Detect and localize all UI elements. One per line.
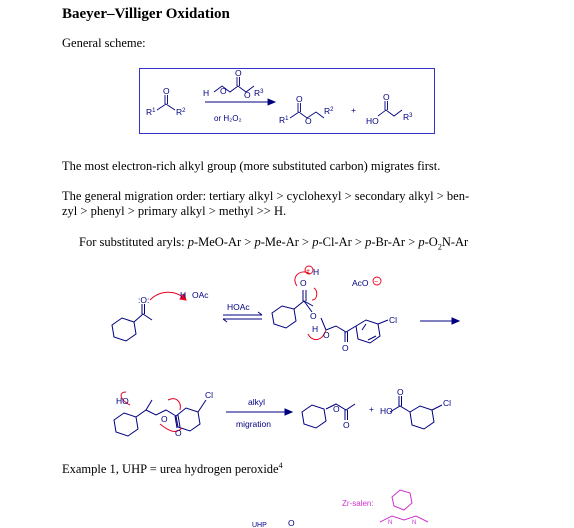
cyclohexane-ring-4: [302, 405, 326, 428]
svg-text:+: +: [306, 268, 311, 275]
svg-text:O: O: [220, 86, 227, 96]
zr-salen-structure: [380, 490, 428, 522]
svg-text:OAc: OAc: [192, 290, 209, 300]
aryl-order: For substituted aryls: $p-MeO-Ar > p-Me-Ar > p-Cl-Ar > p-Br-Ar > p-O_2N-Ar$: [79, 235, 469, 252]
alkyl-label: alkyl: [248, 397, 266, 407]
svg-text:N: N: [412, 520, 417, 526]
svg-text:O: O: [310, 311, 317, 321]
general-scheme-label: General scheme:: [62, 36, 146, 50]
zr-salen-label: Zr-salen:: [342, 499, 374, 508]
svg-text:O: O: [397, 387, 404, 397]
svg-text:O: O: [175, 428, 182, 438]
svg-text:HO: HO: [380, 406, 393, 416]
svg-text:O: O: [333, 404, 340, 414]
plus-sign: +: [351, 105, 356, 115]
svg-text:R1: $R^1$: [146, 107, 156, 117]
svg-text:O: O: [323, 330, 330, 340]
svg-text:O: O: [235, 68, 242, 78]
svg-text:O: O: [305, 116, 312, 126]
hoac-label: HOAc: [227, 302, 250, 312]
migration-note: The most electron-rich alkyl group (more substituted carbon) migrates first.: [62, 159, 441, 173]
svg-text:HO: HO: [366, 116, 379, 126]
example-1-text: Example 1, UHP = urea hydrogen peroxide$^4$: [62, 461, 283, 477]
svg-text:+: +: [369, 404, 374, 414]
svg-text:H: H: [203, 88, 210, 98]
svg-text:O: O: [383, 92, 390, 102]
svg-text:H: H: [312, 324, 319, 334]
electron-flow-arrows: [121, 272, 326, 432]
cyclohexane-ring-2: [272, 306, 296, 328]
page-title: Baeyer–Villiger Oxidation: [62, 6, 230, 22]
migration-order-line2: zyl > phenyl > primary alkyl > methyl >> H.: [62, 204, 287, 218]
svg-text:−: −: [374, 279, 379, 286]
svg-text:Cl: Cl: [205, 390, 214, 400]
svg-text:R3: $R^3$: [254, 88, 264, 98]
cyclohexane-ring-1: [112, 318, 136, 341]
svg-text:R3: $R^3$: [403, 112, 413, 122]
svg-text:H: H: [313, 267, 320, 277]
svg-text:O: O: [161, 414, 168, 424]
svg-text:R2: $R^2$: [176, 107, 186, 117]
svg-text:O: O: [343, 420, 350, 430]
svg-text:H: H: [180, 290, 187, 300]
migration-order-line1: The general migration order: tertiary alkyl > cyclohexyl > secondary alkyl > ben-: [62, 189, 470, 203]
svg-text:R2: $R^2$: [324, 106, 334, 116]
ketone-o: O: [163, 86, 170, 96]
cyclohexane-ring-3: [114, 413, 138, 436]
svg-text:Cl: Cl: [443, 398, 452, 408]
migration-label: migration: [236, 419, 271, 429]
svg-text:O: O: [288, 518, 295, 528]
svg-text::O:: :O:: [138, 295, 150, 305]
benzene-ring-3: [410, 406, 434, 429]
svg-text:AcO: AcO: [352, 278, 369, 288]
svg-text:Cl: Cl: [389, 315, 398, 325]
svg-text:O: O: [296, 94, 303, 104]
svg-text:O: O: [244, 90, 251, 100]
svg-text:O: O: [300, 278, 307, 288]
svg-text:HO: HO: [116, 396, 129, 406]
svg-text:R1: $R^1$: [279, 115, 289, 125]
svg-text:O: O: [342, 343, 349, 353]
or-h2o2-label: or H₂O₂: [214, 114, 242, 123]
svg-text:N: N: [388, 520, 393, 526]
svg-text:UHP: UHP: [252, 522, 267, 528]
